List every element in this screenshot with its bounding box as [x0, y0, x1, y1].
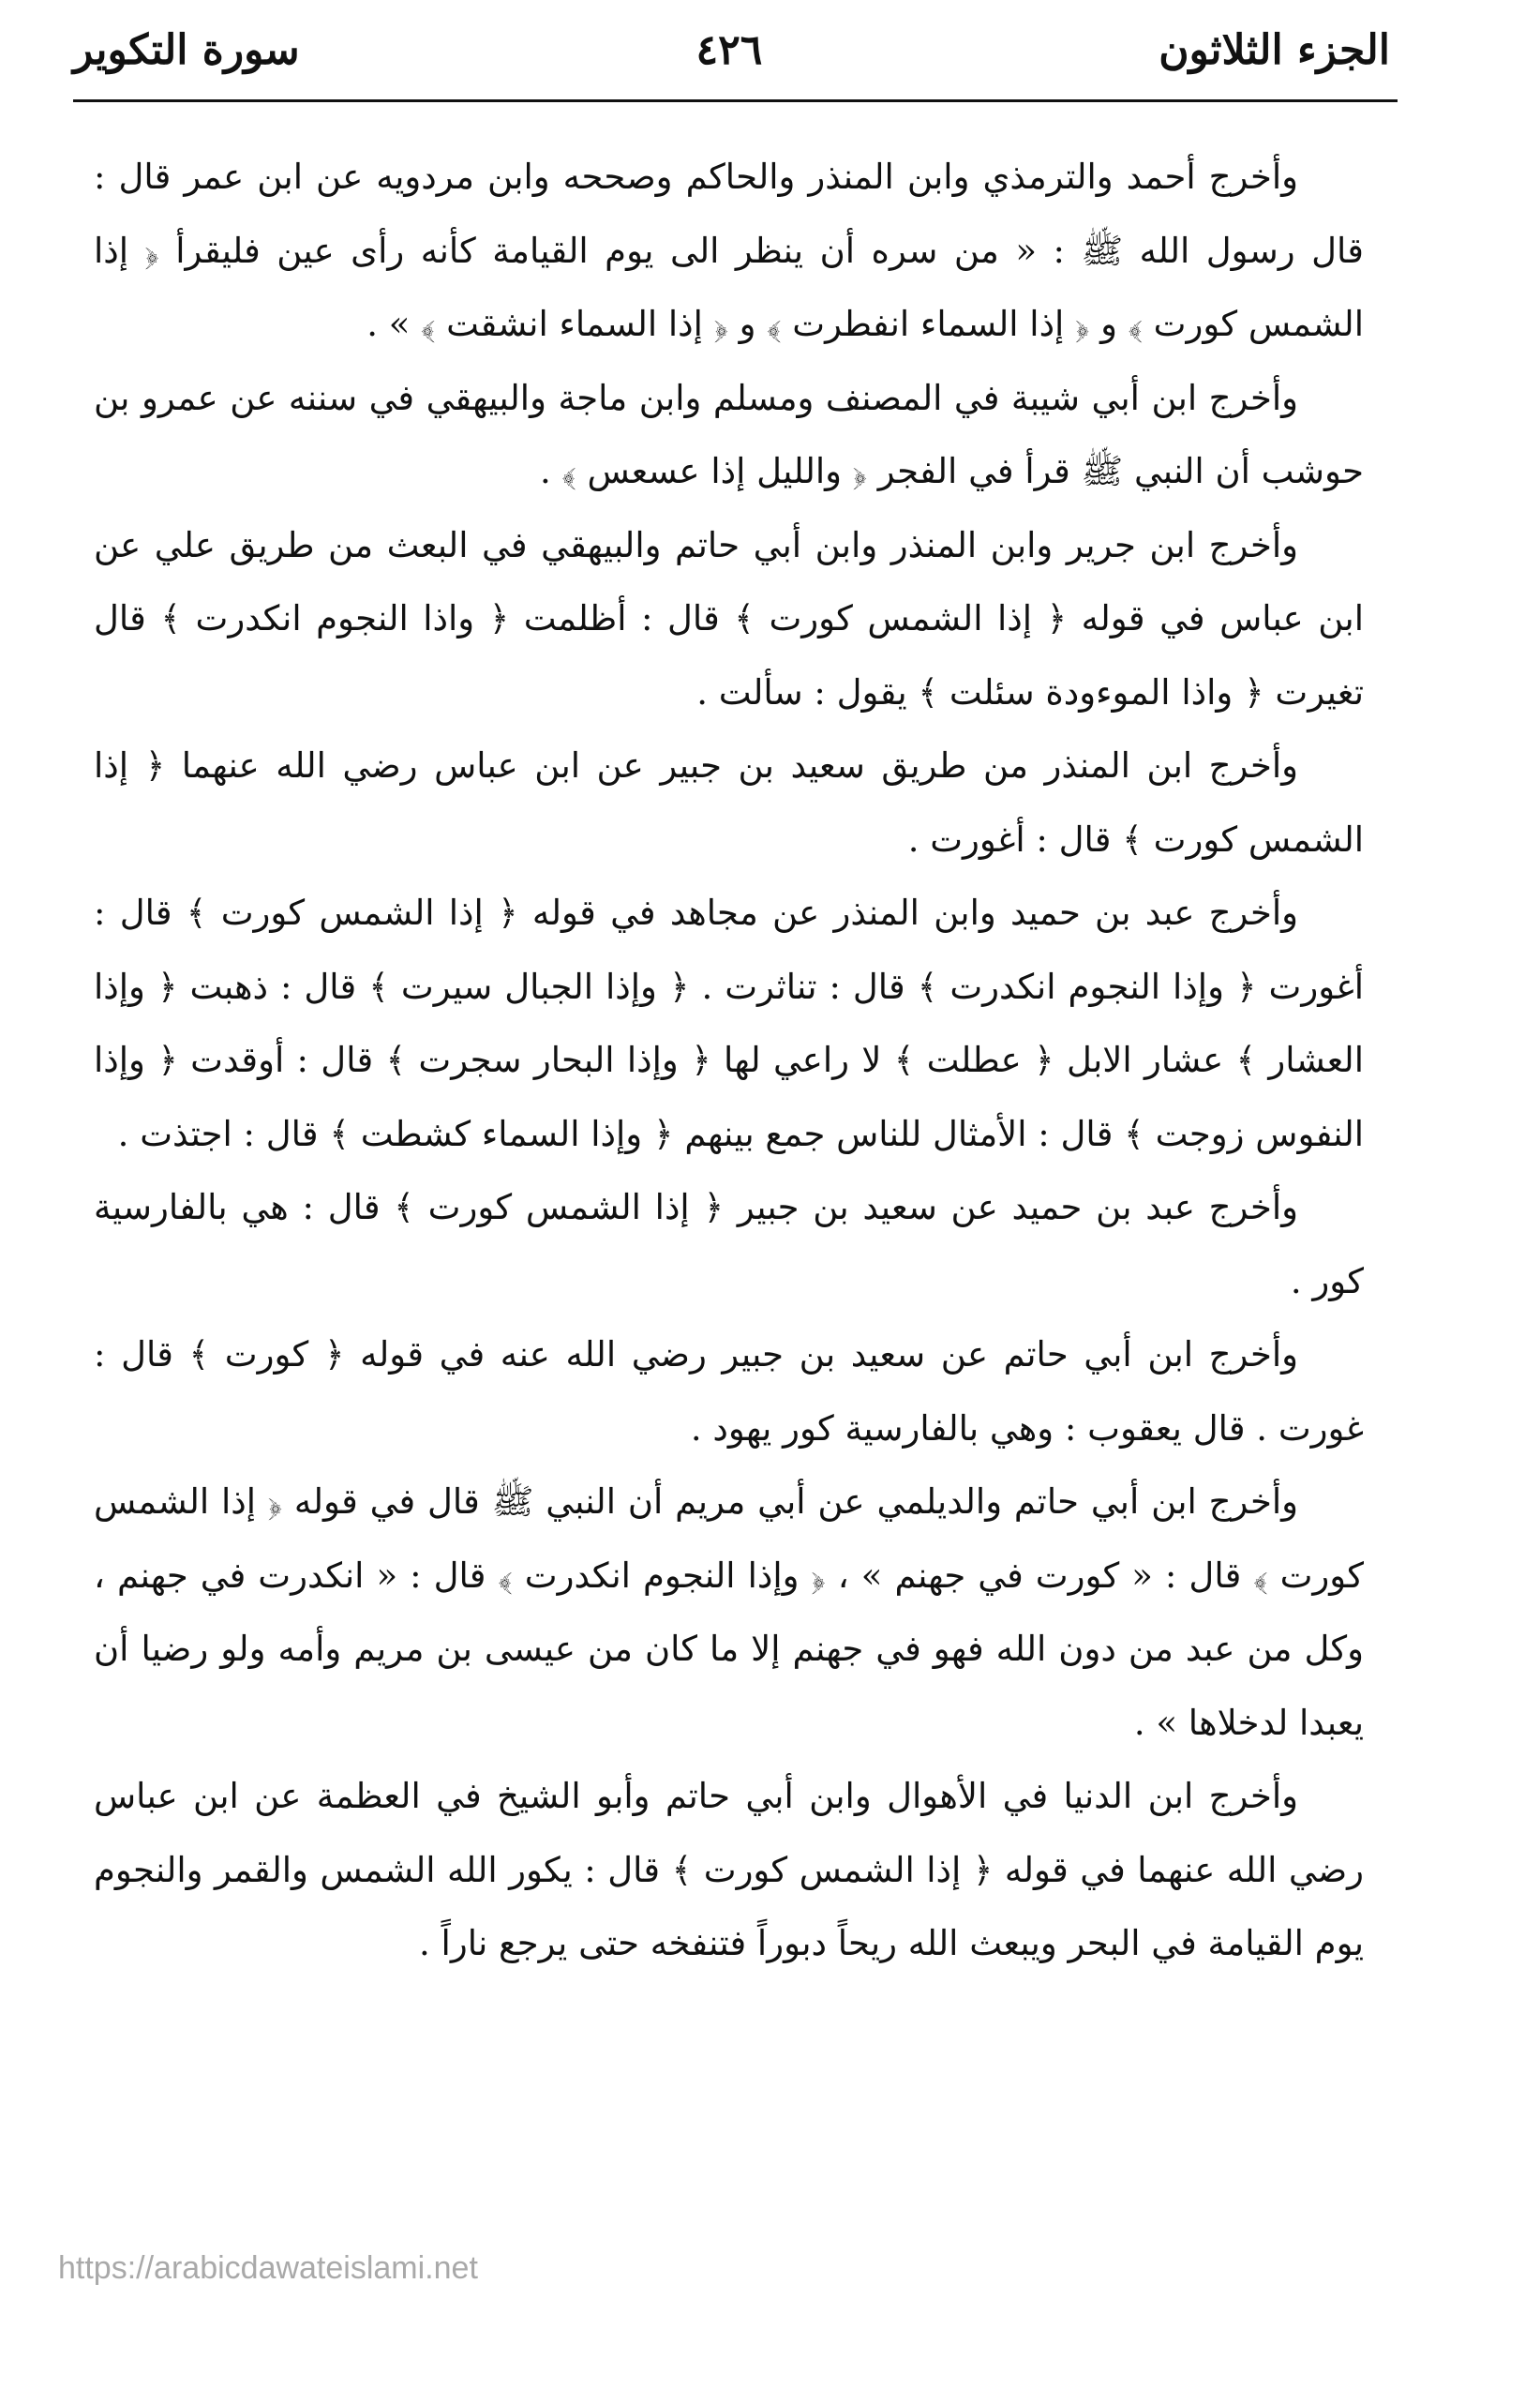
page-number: ٤٢٦	[695, 25, 763, 74]
paragraph-6: وأخرج عبد بن حميد عن سعيد بن جبير ﴿ إذا الشمس كورت ﴾ قال : هي بالفارسية كور .	[94, 1187, 1364, 1301]
paragraph-9: وأخرج ابن الدنيا في الأهوال وابن أبي حاتم وأبو الشيخ في العظمة عن ابن عباس رضي الله عنهما في قوله ﴿ إذا الشمس كورت ﴾ قال : يكور الله الشمس والقمر والنجوم يوم القيامة في البحر ويبعث الله ريحاً دبوراً فتنفخه حتى يرجع ناراً .	[94, 1776, 1364, 1963]
page-body	[94, 141, 1364, 1981]
watermark-url: https://arabicdawateislami.net	[58, 2250, 478, 2286]
paragraph-8: وأخرج ابن أبي حاتم والديلمي عن أبي مريم أن النبي ﷺ قال في قوله ﴿ إذا الشمس كورت ﴾ قال : « كورت في جهنم » ، ﴿ وإذا النجوم انكدرت ﴾ قال : « انكدرت في جهنم ، وكل من عبد من دون الله فهو في جهنم إلا ما كان من عيسى بن مريم وأمه ولو رضيا أن يعبدا لدخلاها » .	[94, 1481, 1364, 1743]
paragraph-2: وأخرج ابن أبي شيبة في المصنف ومسلم وابن ماجة والبيهقي في سننه عن عمرو بن حوشب أن النبي ﷺ قرأ في الفجر ﴿ والليل إذا عسعس ﴾ .	[94, 377, 1364, 491]
paragraph-7: وأخرج ابن أبي حاتم عن سعيد بن جبير رضي الله عنه في قوله ﴿ كورت ﴾ قال : غورت . قال يعقوب : وهي بالفارسية كور يهود .	[94, 1334, 1364, 1449]
paragraph-3: وأخرج ابن جرير وابن المنذر وابن أبي حاتم والبيهقي في البعث من طريق علي عن ابن عباس في قوله ﴿ إذا الشمس كورت ﴾ قال : أظلمت ﴿ واذا النجوم انكدرت ﴾ قال تغيرت ﴿ واذا الموءودة سئلت ﴾ يقول : سألت .	[94, 524, 1364, 713]
paragraph-4: وأخرج ابن المنذر من طريق سعيد بن جبير عن ابن عباس رضي الله عنهما ﴿ إذا الشمس كورت ﴾ قال : أغورت .	[94, 745, 1364, 860]
part-title: الجزء الثلاثون	[1159, 25, 1390, 74]
header-rule	[73, 99, 1398, 102]
paragraph-5: وأخرج عبد بن حميد وابن المنذر عن مجاهد في قوله ﴿ إذا الشمس كورت ﴾ قال : أغورت ﴿ وإذا النجوم انكدرت ﴾ قال : تناثرت . ﴿ وإذا الجبال سيرت ﴾ قال : ذهبت ﴿ وإذا العشار ﴾ عشار الابل ﴿ عطلت ﴾ لا راعي لها ﴿ وإذا البحار سجرت ﴾ قال : أوقدت ﴿ وإذا النفوس زوجت ﴾ قال : الأمثال للناس جمع بينهم ﴿ وإذا السماء كشطت ﴾ قال : اجتذت .	[94, 893, 1364, 1154]
running-header	[73, 17, 1390, 83]
surah-title: سورة التكوير	[73, 25, 300, 74]
paragraph-1: وأخرج أحمد والترمذي وابن المنذر والحاكم وصححه وابن مردويه عن ابن عمر قال : قال رسول الله ﷺ : « من سره أن ينظر الى يوم القيامة كأنه رأى عين فليقرأ ﴿ إذا الشمس كورت ﴾ و ﴿ إذا السماء انفطرت ﴾ و ﴿ إذا السماء انشقت ﴾ » .	[94, 157, 1364, 344]
